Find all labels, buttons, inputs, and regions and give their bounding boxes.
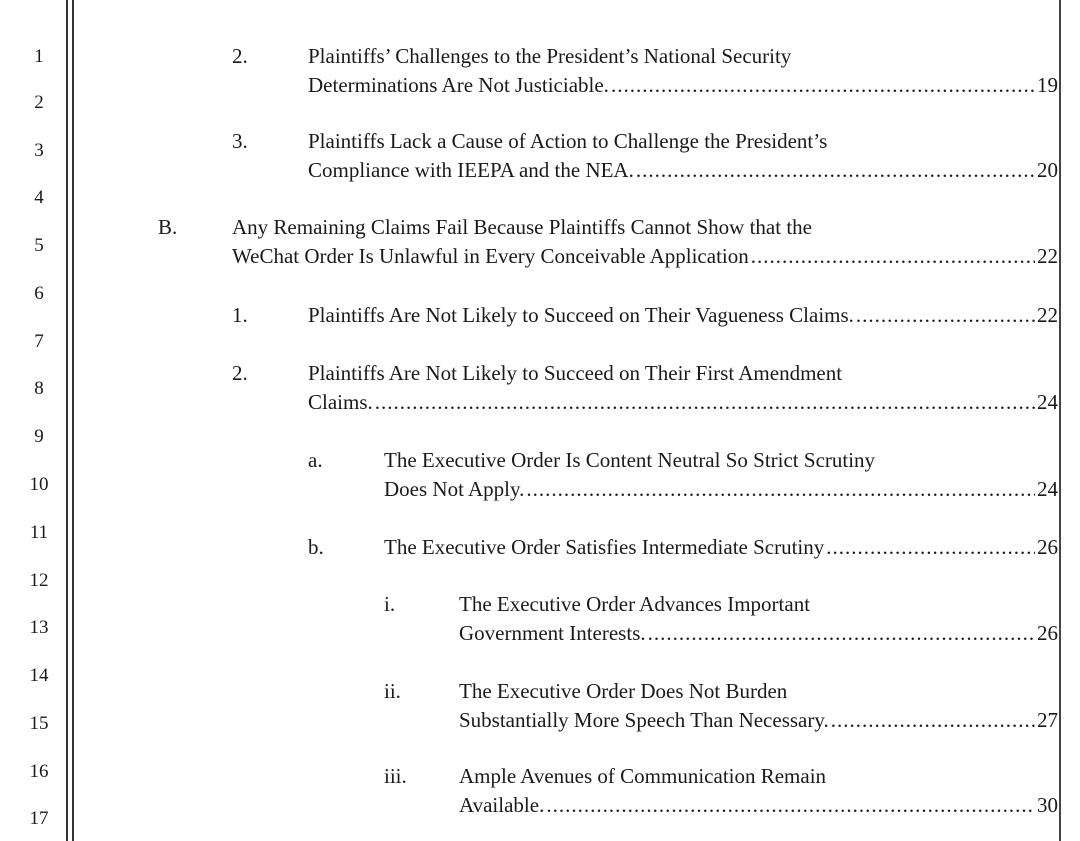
toc-marker: i.	[384, 592, 396, 616]
toc-marker: b.	[308, 535, 324, 559]
toc-page-number: 24	[1037, 477, 1058, 501]
line-number: 3	[34, 140, 44, 161]
line-number: 8	[34, 378, 44, 399]
line-number: 13	[29, 617, 49, 638]
line-number: 17	[29, 808, 49, 829]
line-number: 15	[29, 713, 49, 734]
dot-leader	[826, 533, 1035, 561]
dot-leader	[611, 71, 1035, 99]
toc-page-number: 26	[1037, 535, 1058, 559]
toc-entry-leader	[384, 475, 1058, 503]
dot-leader	[648, 619, 1035, 647]
toc-entry-leader	[459, 619, 1058, 647]
toc-page-number: 20	[1037, 158, 1058, 182]
toc-marker: a.	[308, 448, 323, 472]
line-number: 6	[34, 283, 44, 304]
toc-title-line: Government Interests.	[459, 621, 646, 645]
toc-title-line: Ample Avenues of Communication Remain	[459, 764, 827, 788]
toc-title-line: Substantially More Speech Than Necessary.	[459, 708, 829, 732]
toc-title-line: The Executive Order Does Not Burden	[459, 679, 788, 703]
right-margin-rule	[1059, 0, 1061, 841]
dot-leader	[546, 791, 1035, 819]
toc-marker: 1.	[232, 303, 248, 327]
dot-leader	[636, 156, 1035, 184]
dot-leader	[526, 475, 1035, 503]
line-number: 11	[29, 522, 49, 543]
line-number: 12	[29, 570, 49, 591]
toc-entry-leader	[459, 706, 1058, 734]
line-number: 5	[34, 235, 44, 256]
line-number: 10	[29, 474, 49, 495]
left-margin-rule-inner	[72, 0, 74, 841]
toc-marker: iii.	[384, 764, 407, 788]
toc-entry-leader	[308, 71, 1058, 99]
line-number: 9	[34, 426, 44, 447]
left-margin-rule-outer	[66, 0, 68, 841]
toc-entry-leader	[459, 791, 1058, 819]
toc-entry-leader	[384, 533, 1058, 561]
toc-title-line: Determinations Are Not Justiciable.	[308, 73, 609, 97]
toc-entry-leader	[308, 388, 1058, 416]
toc-title-line: The Executive Order Advances Important	[459, 592, 811, 616]
toc-title-line: Plaintiffs Are Not Likely to Succeed on Their Vagueness Claims.	[308, 303, 854, 327]
dot-leader	[856, 301, 1035, 329]
toc-page-number: 30	[1037, 793, 1058, 817]
toc-title-line: Plaintiffs Lack a Cause of Action to Challenge the President’s	[308, 129, 828, 153]
line-number: 16	[29, 761, 49, 782]
line-number: 2	[34, 92, 44, 113]
toc-title-line: Available.	[459, 793, 545, 817]
toc-title-line: Does Not Apply.	[384, 477, 525, 501]
toc-page-number: 24	[1037, 390, 1058, 414]
toc-marker: 3.	[232, 129, 248, 153]
toc-title-line: The Executive Order Is Content Neutral So Strict Scrutiny	[384, 448, 876, 472]
toc-title-line: Compliance with IEEPA and the NEA.	[308, 158, 634, 182]
line-number: 1	[34, 46, 44, 67]
line-number: 14	[29, 665, 49, 686]
toc-title-line: Plaintiffs Are Not Likely to Succeed on Their First Amendment	[308, 361, 843, 385]
toc-entry-leader	[308, 156, 1058, 184]
toc-entry-leader	[308, 301, 1058, 329]
toc-title-line: The Executive Order Satisfies Intermediate Scrutiny	[384, 535, 825, 559]
toc-page-number: 19	[1037, 73, 1058, 97]
dot-leader	[831, 706, 1035, 734]
line-number: 7	[34, 331, 44, 352]
toc-title-line: Any Remaining Claims Fail Because Plaintiffs Cannot Show that the	[232, 215, 812, 239]
toc-title-line: Plaintiffs’ Challenges to the President’s National Security	[308, 44, 792, 68]
toc-page-number: 27	[1037, 708, 1058, 732]
toc-marker: B.	[158, 215, 178, 239]
toc-title-line: Claims.	[308, 390, 373, 414]
toc-marker: 2.	[232, 361, 248, 385]
dot-leader	[375, 388, 1035, 416]
line-number: 4	[34, 187, 44, 208]
toc-page-number: 26	[1037, 621, 1058, 645]
toc-entry-leader	[232, 242, 1058, 270]
toc-page-number: 22	[1037, 303, 1058, 327]
dot-leader	[751, 242, 1035, 270]
toc-marker: ii.	[384, 679, 401, 703]
toc-page-number: 22	[1037, 244, 1058, 268]
toc-marker: 2.	[232, 44, 248, 68]
toc-title-line: WeChat Order Is Unlawful in Every Conceivable Application	[232, 244, 749, 268]
